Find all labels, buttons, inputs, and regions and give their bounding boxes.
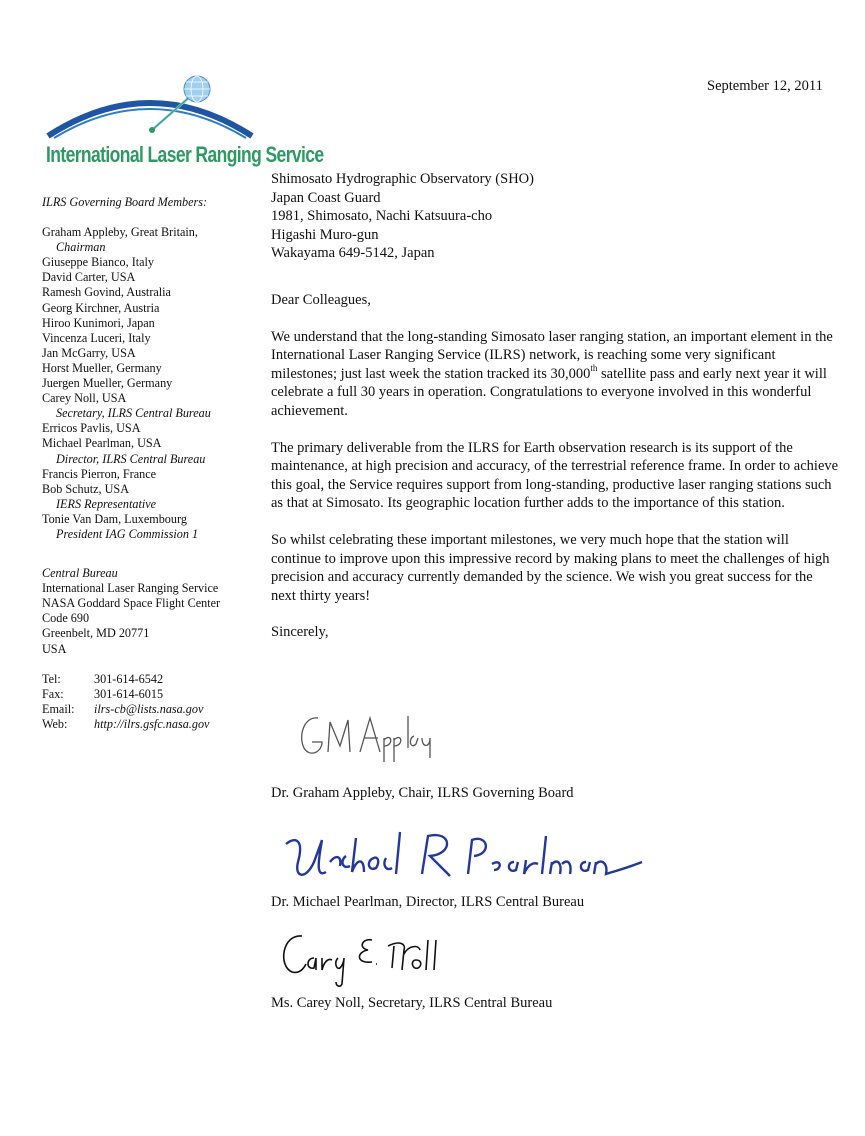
board-member: Juergen Mueller, Germany <box>42 376 173 391</box>
board-member: Michael Pearlman, USA <box>42 436 162 451</box>
address-line: Shimosato Hydrographic Observatory (SHO) <box>271 171 534 187</box>
signatory-1: Dr. Graham Appleby, Chair, ILRS Governing Board <box>271 785 574 801</box>
paragraph-1 <box>271 328 841 421</box>
board-member: Erricos Pavlis, USA <box>42 421 141 436</box>
tel-value: 301-614-6542 <box>94 671 164 686</box>
closing: Sincerely, <box>271 624 329 641</box>
paragraph-1-b: satellite pass and early next year it will celebrate a full 30 years in operation. Congratulations to everyone involved in this wonderful achievement. <box>271 365 827 419</box>
board-member-role: President IAG Commission 1 <box>56 526 199 541</box>
contact-email <box>42 702 257 717</box>
signatory-3: Ms. Carey Noll, Secretary, ILRS Central Bureau <box>271 995 553 1011</box>
address-line: Higashi Muro-gun <box>271 226 379 243</box>
board-member-role: Secretary, ILRS Central Bureau <box>56 406 211 421</box>
signature-noll <box>276 926 446 988</box>
board-member: Giuseppe Bianco, Italy <box>42 255 155 270</box>
board-member: Ramesh Govind, Australia <box>42 285 171 300</box>
logo-text: International Laser Ranging Service <box>46 142 324 167</box>
board-member: Carey Noll, USA <box>42 391 127 406</box>
paragraph-2: The primary deliverable from the ILRS for Earth observation research is its support of the maintenance, at high precision and accuracy, of the terrestrial reference frame. In order to achieve this goal, the Service requires support from long-standing, productive laser ranging stations such as that at Simosato. Its geographic location further adds to the importance of this station. <box>271 439 839 512</box>
web-label: Web: <box>42 716 68 731</box>
web-link[interactable]: http://ilrs.gsfc.nasa.gov <box>94 716 210 731</box>
contact-fax <box>42 687 257 702</box>
ilrs-logo <box>40 72 324 168</box>
handwritten-signature-icon <box>282 822 652 892</box>
signatory-2: Dr. Michael Pearlman, Director, ILRS Central Bureau <box>271 894 585 910</box>
board-member: Hiroo Kunimori, Japan <box>42 315 155 330</box>
email-link[interactable]: ilrs-cb@lists.nasa.gov <box>94 701 204 716</box>
letter-date: September 12, 2011 <box>707 78 823 94</box>
fax-label: Fax: <box>42 686 64 701</box>
letter-body <box>271 170 841 642</box>
board-member-role: Director, ILRS Central Bureau <box>56 451 206 466</box>
address-line: Wakayama 649-5142, Japan <box>271 245 435 262</box>
email-label: Email: <box>42 701 75 716</box>
board-member: David Carter, USA <box>42 270 136 285</box>
board-member-role: IERS Representative <box>56 496 157 511</box>
signature-appleby <box>296 708 436 764</box>
board-member: Vincenza Luceri, Italy <box>42 330 151 345</box>
board-member: Tonie Van Dam, Luxembourg <box>42 511 187 526</box>
central-bureau-line: USA <box>42 641 67 656</box>
central-bureau-heading: Central Bureau <box>42 566 118 581</box>
salutation: Dear Colleagues, <box>271 291 371 308</box>
laser-globe-icon <box>40 72 262 144</box>
tel-label: Tel: <box>42 671 61 686</box>
contact-tel <box>42 672 257 687</box>
address-line: 1981, Shimosato, Nachi Katsuura-cho <box>271 208 493 225</box>
board-member: Bob Schutz, USA <box>42 481 130 496</box>
central-bureau-line: International Laser Ranging Service <box>42 581 219 596</box>
contact-web <box>42 717 257 732</box>
central-bureau-line: Code 690 <box>42 611 90 626</box>
sidebar <box>42 195 257 732</box>
board-heading: ILRS Governing Board Members: <box>42 195 208 209</box>
central-bureau-line: Greenbelt, MD 20771 <box>42 626 150 641</box>
signature-pearlman <box>282 822 652 892</box>
fax-value: 301-614-6015 <box>94 686 164 701</box>
handwritten-signature-icon <box>296 708 436 764</box>
handwritten-signature-icon <box>276 926 446 988</box>
central-bureau-line: NASA Goddard Space Flight Center <box>42 596 221 611</box>
board-member: Graham Appleby, Great Britain, <box>42 225 198 240</box>
board-member: Francis Pierron, France <box>42 466 157 481</box>
board-member: Horst Mueller, Germany <box>42 360 162 375</box>
board-member-role: Chairman <box>56 240 106 255</box>
recipient-address <box>271 170 841 263</box>
ordinal-suffix: th <box>590 362 598 373</box>
paragraph-1-a: We understand that the long-standing Simosato laser ranging station, an important element in the International Laser Ranging Service (ILRS) network, is reaching some very significant milestones; just last week the station tracked its 30,000 <box>271 328 833 382</box>
address-line: Japan Coast Guard <box>271 189 381 206</box>
board-member: Jan McGarry, USA <box>42 345 136 360</box>
board-member: Georg Kirchner, Austria <box>42 300 160 315</box>
paragraph-3: So whilst celebrating these important milestones, we very much hope that the station will continue to improve upon this impressive record by making plans to meet the challenges of high precision and accuracy currently demanded by the science. We wish you great success for the next thirty years! <box>271 531 830 604</box>
